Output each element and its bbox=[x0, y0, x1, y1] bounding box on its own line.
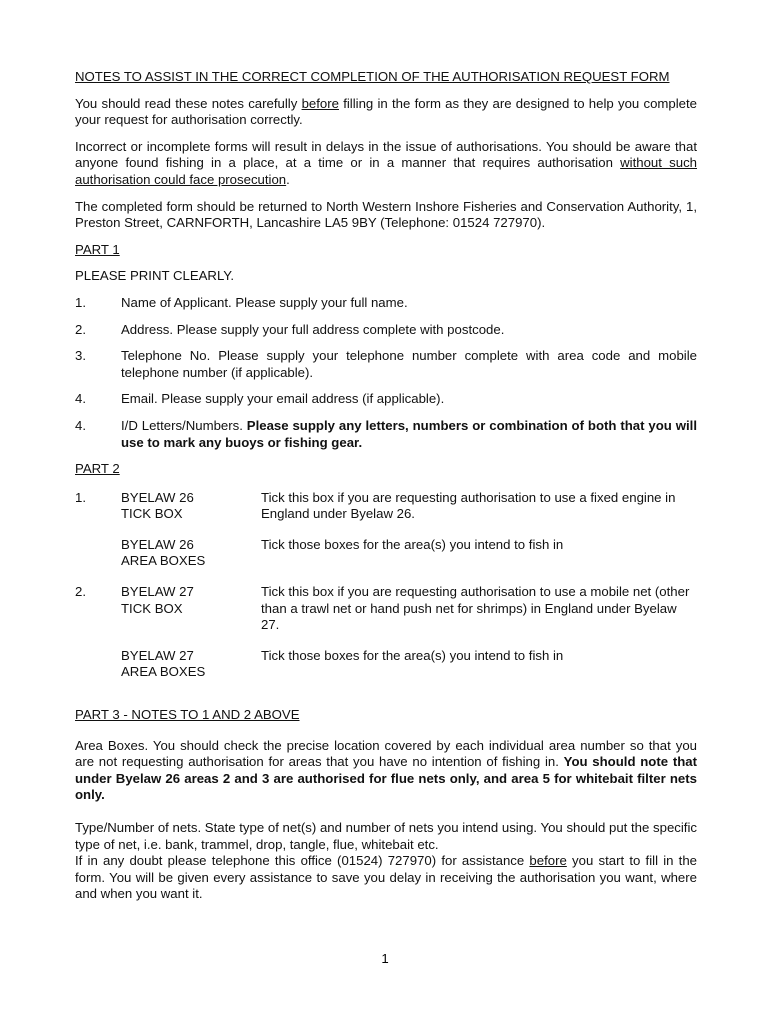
intro-paragraph-2 bbox=[75, 139, 697, 189]
byelaw-box-type: TICK BOX bbox=[121, 506, 183, 522]
byelaw-box-type: AREA BOXES bbox=[121, 553, 206, 569]
item-text: Telephone No. Please supply your telephone number complete with area code and mobile telephone number (if applicable). bbox=[121, 348, 697, 380]
part1-item bbox=[75, 348, 697, 381]
intro-paragraph-1 bbox=[75, 96, 697, 129]
id-letters-instruction: Please supply any letters, numbers or combination of both that you will use to mark any buoys or fishing gear. bbox=[121, 417, 697, 450]
byelaw-row bbox=[75, 584, 697, 634]
emphasis-before: before bbox=[301, 95, 339, 111]
byelaw-row bbox=[75, 648, 697, 681]
part3-heading: PART 3 - NOTES TO 1 AND 2 ABOVE bbox=[75, 707, 300, 723]
byelaw-label bbox=[121, 490, 261, 523]
item-text bbox=[121, 418, 697, 451]
page-number: 1 bbox=[381, 951, 389, 966]
byelaw-row bbox=[75, 490, 697, 523]
byelaw-description: Tick this box if you are requesting authorisation to use a mobile net (other than a trawl net or hand push net for shrimps) in England under Byelaw 27. bbox=[261, 584, 690, 633]
intro-text: You should read these notes carefully bbox=[75, 95, 302, 111]
document-page bbox=[75, 69, 697, 903]
part1-item bbox=[75, 391, 697, 408]
byelaw-name: BYELAW 26 bbox=[121, 536, 194, 552]
byelaw-row bbox=[75, 537, 697, 570]
item-text: Email. Please supply your email address (if applicable). bbox=[121, 391, 445, 407]
intro-text-rest: filling in the form as they are designed to help you complete your request for authorisation correctly. bbox=[75, 95, 697, 128]
assistance-paragraph bbox=[75, 853, 697, 903]
byelaw-label bbox=[121, 584, 261, 634]
item-number: 4. bbox=[75, 417, 86, 433]
byelaw-label bbox=[121, 537, 261, 570]
period: . bbox=[286, 171, 290, 187]
item-text: Address. Please supply your full address complete with postcode. bbox=[121, 321, 505, 337]
byelaw-box-type: AREA BOXES bbox=[121, 664, 206, 680]
byelaw-description: Tick those boxes for the area(s) you intend to fish in bbox=[261, 647, 564, 663]
assistance-text-rest: you start to fill in the form. You will be given every assistance to save you delay in receiving the authorisation you want, where and when you want it. bbox=[75, 853, 697, 902]
byelaw-label bbox=[121, 648, 261, 681]
row-number: 2. bbox=[75, 584, 86, 600]
print-clearly-instruction: PLEASE PRINT CLEARLY. bbox=[75, 268, 235, 284]
item-number: 3. bbox=[75, 348, 86, 364]
part1-item bbox=[75, 322, 697, 339]
byelaw-description: Tick this box if you are requesting authorisation to use a fixed engine in England under Byelaw 26. bbox=[261, 489, 676, 522]
row-number bbox=[75, 648, 121, 681]
nets-paragraph: Type/Number of nets. State type of net(s) and number of nets you intend using. You should put the specific type of net, i.e. bank, trammel, drop, tangle, flue, whitebait etc. bbox=[75, 820, 697, 852]
item-number: 4. bbox=[75, 391, 86, 407]
item-text: Name of Applicant. Please supply your full name. bbox=[121, 294, 408, 310]
item-number: 1. bbox=[75, 294, 86, 310]
part1-heading: PART 1 bbox=[75, 241, 120, 257]
item-number: 2. bbox=[75, 321, 86, 337]
byelaw-name: BYELAW 26 bbox=[121, 489, 194, 505]
document-title: NOTES TO ASSIST IN THE CORRECT COMPLETION OF THE AUTHORISATION REQUEST FORM bbox=[75, 69, 670, 84]
area-boxes-note: You should note that under Byelaw 26 areas 2 and 3 are authorised for flue nets only, and area 5 for whitebait filter nets only. bbox=[75, 754, 697, 803]
id-letters-label: I/D Letters/Numbers. bbox=[121, 417, 247, 433]
emphasis-before: before bbox=[529, 853, 567, 869]
byelaw-description: Tick those boxes for the area(s) you intend to fish in bbox=[261, 536, 564, 552]
assistance-text: If in any doubt please telephone this office (01524) 727970) for assistance bbox=[75, 853, 530, 869]
area-boxes-text: Area Boxes. You should check the precise location covered by each individual area number so that you are not requesting authorisation for areas that you have no intention of fishing in. bbox=[75, 737, 697, 770]
part1-item bbox=[75, 418, 697, 451]
return-address-paragraph: The completed form should be returned to North Western Inshore Fisheries and Conservation Authority, 1, Preston Street, CARNFORTH, Lancashire LA5 9BY (Telephone: 01524 727970). bbox=[75, 198, 697, 231]
prosecution-warning: without such authorisation could face prosecution bbox=[75, 155, 698, 187]
part2-heading: PART 2 bbox=[75, 461, 120, 477]
part1-item bbox=[75, 295, 697, 312]
row-number: 1. bbox=[75, 489, 86, 505]
warning-text: Incorrect or incomplete forms will result in delays in the issue of authorisations. You should be aware that anyone found fishing in a place, at a time or in a manner that requires authorisation bbox=[75, 138, 697, 171]
area-boxes-paragraph bbox=[75, 738, 697, 804]
byelaw-name: BYELAW 27 bbox=[121, 647, 194, 663]
row-number bbox=[75, 537, 121, 570]
byelaw-name: BYELAW 27 bbox=[121, 584, 194, 600]
byelaw-box-type: TICK BOX bbox=[121, 600, 183, 616]
